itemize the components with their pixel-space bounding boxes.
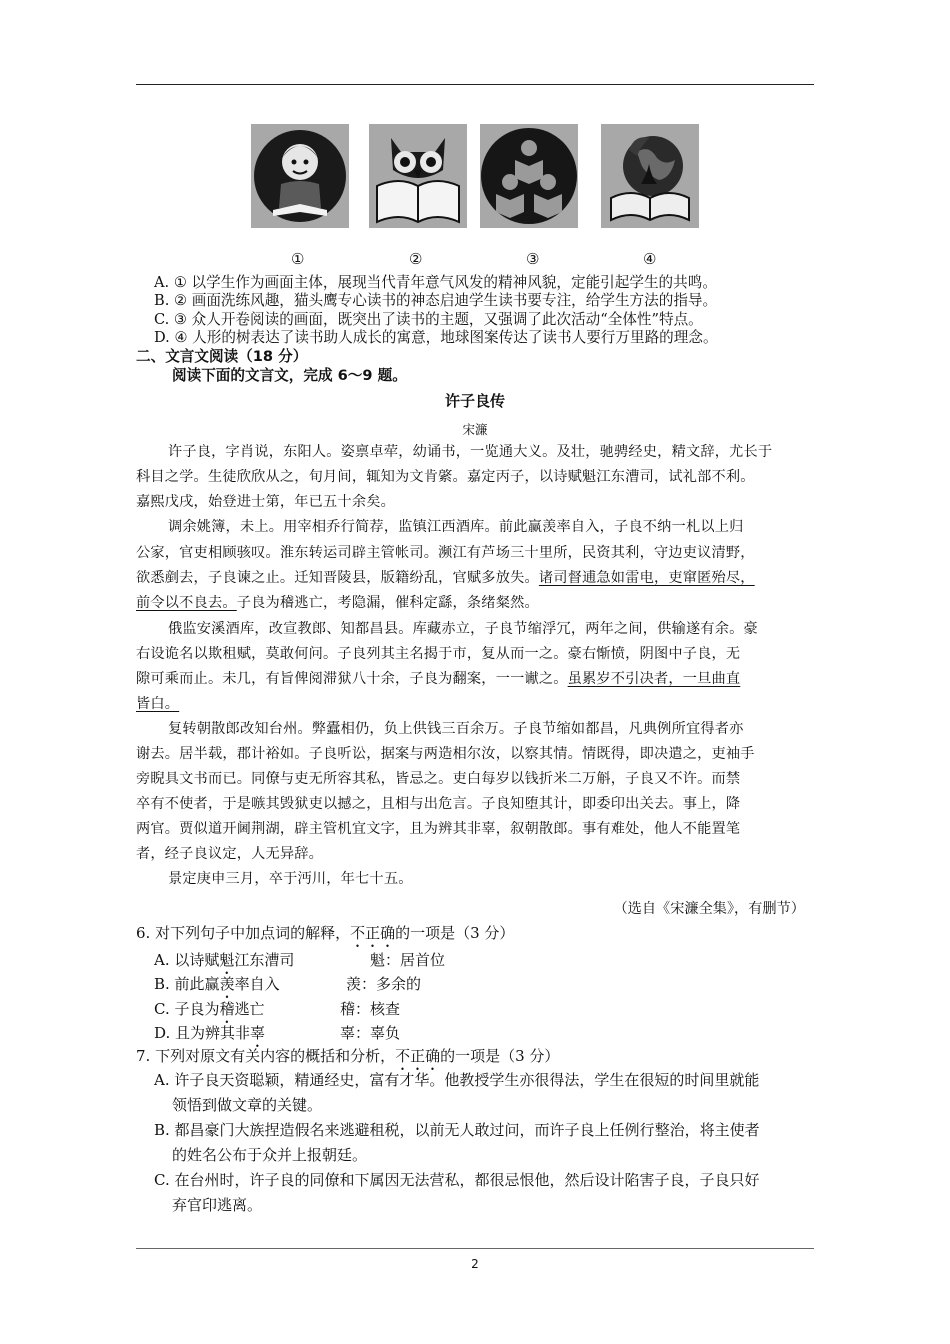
underlined-sentence-2: 虽累岁不引决者，一旦曲直	[567, 671, 741, 687]
logo-label-2: ②	[409, 250, 423, 268]
owl-reading-icon	[369, 124, 467, 228]
q6-option-c: C. 子良为稽逃亡	[154, 1000, 265, 1018]
q7-option-c-cont: 弃官印逃离。	[172, 1196, 263, 1214]
passage-line: 科目之学。生徒欣欣从之，旬月间，辄知为文肯綮。嘉定丙子，以诗赋魁江东漕司，试礼部不利。	[136, 469, 755, 485]
q6-option-d-gloss: 辜：辜负	[340, 1024, 401, 1042]
q6-option-d: D. 且为辨其非辜	[154, 1024, 266, 1042]
logo-label-4: ④	[643, 250, 657, 268]
q7-stem: 7. 下列对原文有关内容的概括和分析，不正确的一项是（3 分）	[136, 1047, 560, 1065]
q7-option-c: C. 在台州时，许子良的同僚和下属因无法营私，都很忌恨他，然后设计陷害子良，子良只好	[154, 1171, 760, 1189]
q5-option-c: C. ③ 众人开卷阅读的画面，既突出了读书的主题，又强调了此次活动“全体性”特点。	[154, 311, 703, 328]
header-rule	[136, 84, 814, 85]
passage-line: 景定庚申三月，卒于沔川，年七十五。	[168, 871, 413, 887]
q6-stem: 6. 对下列句子中加点词的解释，不正确的一项是（3 分）	[136, 924, 515, 942]
q6-option-c-gloss: 稽：核查	[340, 1000, 401, 1018]
q7-option-a-cont: 领悟到做文章的关键。	[172, 1096, 323, 1114]
page-number: 2	[471, 1257, 479, 1271]
passage-title: 许子良传	[444, 392, 505, 410]
passage-line: 俄监安溪酒库，改宣教郎、知都昌县。库藏赤立，子良节缩浮冗，两年之间，供输遂有余。豪	[168, 621, 758, 637]
q7-option-b-cont: 的姓名公布于众并上报朝廷。	[172, 1146, 368, 1164]
passage-line: 右设诡名以欺租赋，莫敢何问。子良列其主名揭于市，复从而一之。豪右惭愤，阴图中子良，无	[136, 646, 741, 662]
passage-line: 嘉熙戊戌，始登进士第，年已五十余矣。	[136, 494, 395, 510]
underlined-sentence-2-cont: 皆白。	[136, 696, 180, 712]
child-reading-icon	[251, 124, 349, 228]
logo-label-1: ①	[291, 250, 305, 268]
passage-line: 者，经子良议定，人无异辞。	[136, 846, 324, 862]
q6-option-b-gloss: 羡：多余的	[346, 975, 422, 993]
passage-line: 许子良，字肖说，东阳人。姿禀卓荦，幼诵书，一览通大义。及壮，驰骋经史，精文辞，尤长于	[168, 444, 773, 460]
passage-line: 两官。贾似道开阃荆湖，辟主管机宜文字，且为辨其非辜，叙朝散郎。事有难处，他人不能置笔	[136, 821, 741, 837]
q6-option-a: A. 以诗赋魁江东漕司	[154, 951, 295, 969]
three-readers-icon	[480, 124, 578, 228]
passage-line: 公家，官吏相顾骇叹。淮东转运司辟主管帐司。濒江有芦场三十里所，民资其利，守边吏议清野，	[136, 545, 755, 561]
q7-option-b: B. 都昌豪门大族捏造假名来逃避租税，以前无人敢过问，而许子良上任例行整治，将主使者	[154, 1121, 760, 1139]
q5-option-b: B. ② 画面洗练风趣，猫头鹰专心读书的神态启迪学生读书要专注，给学生方法的指导。	[154, 292, 718, 309]
passage-line: 欲悉剷去，子良谏之止。迁知晋陵县，版籍纷乱，官赋多放失。诸司督逋急如雷电，吏窜匿殆尽，	[136, 570, 755, 586]
q5-option-d: D. ④ 人形的树表达了读书助人成长的寓意，地球图案传达了读书人要行万里路的理念。	[154, 329, 718, 346]
q6-option-a-gloss: 魁：居首位	[370, 951, 446, 969]
underlined-sentence-1-cont: 前令以不良去。	[136, 595, 237, 611]
passage-line: 谢去。居半载，郡计裕如。子良听讼，据案与两造相尔汝，以察其情。情既得，即决遣之，吏袖手	[136, 746, 755, 762]
passage-line	[136, 697, 818, 711]
q7-option-a: A. 许子良天资聪颖，精通经史，富有才华。他教授学生亦很得法，学生在很短的时间里就能	[154, 1071, 760, 1089]
footer-rule	[136, 1248, 814, 1249]
tree-globe-book-icon	[601, 124, 699, 228]
passage-line: 复转朝散郎改知台州。弊蠹相仍，负上供钱三百余万。子良节缩如都昌，凡典例所宜得者亦	[168, 721, 744, 737]
section-heading: 二、文言文阅读（18 分）	[136, 348, 308, 365]
passage-line: 卒有不使者，于是嗾其毁狱吏以撼之，且相与出危言。子良知堕其计，即委印出关去。事上，降	[136, 796, 741, 812]
section-instruction: 阅读下面的文言文，完成 6～9 题。	[172, 367, 407, 384]
underlined-sentence-1: 诸司督逋急如雷电，吏窜匿殆尽，	[538, 570, 755, 586]
passage-source: （选自《宋濂全集》，有删节）	[613, 901, 805, 917]
logo-label-3: ③	[526, 250, 540, 268]
q5-option-a: A. ① 以学生作为画面主体，展现当代青年意气风发的精神风貌，定能引起学生的共鸣。	[154, 274, 717, 291]
q6-option-b: B. 前此赢羡率自入	[154, 975, 280, 993]
passage-line: 前令以不良去。子良为稽逃亡，考隐漏，催科定繇，条绪粲然。	[136, 595, 539, 611]
passage-line: 隙可乘而止。未几，有旨俾阅滞狱八十余，子良为翻案，一一谳之。虽累岁不引决者，一旦曲直	[136, 671, 741, 687]
passage-line: 调余姚簿，未上。用宰相乔行简荐，监镇江西酒库。前此赢羡率自入，子良不纳一札以上归	[168, 519, 744, 535]
passage-author: 宋濂	[462, 422, 488, 437]
passage-line: 旁睨具文书而已。同僚与吏无所容其私，皆忌之。吏白每岁以钱折米二万斛，子良又不许。而禁	[136, 771, 741, 787]
